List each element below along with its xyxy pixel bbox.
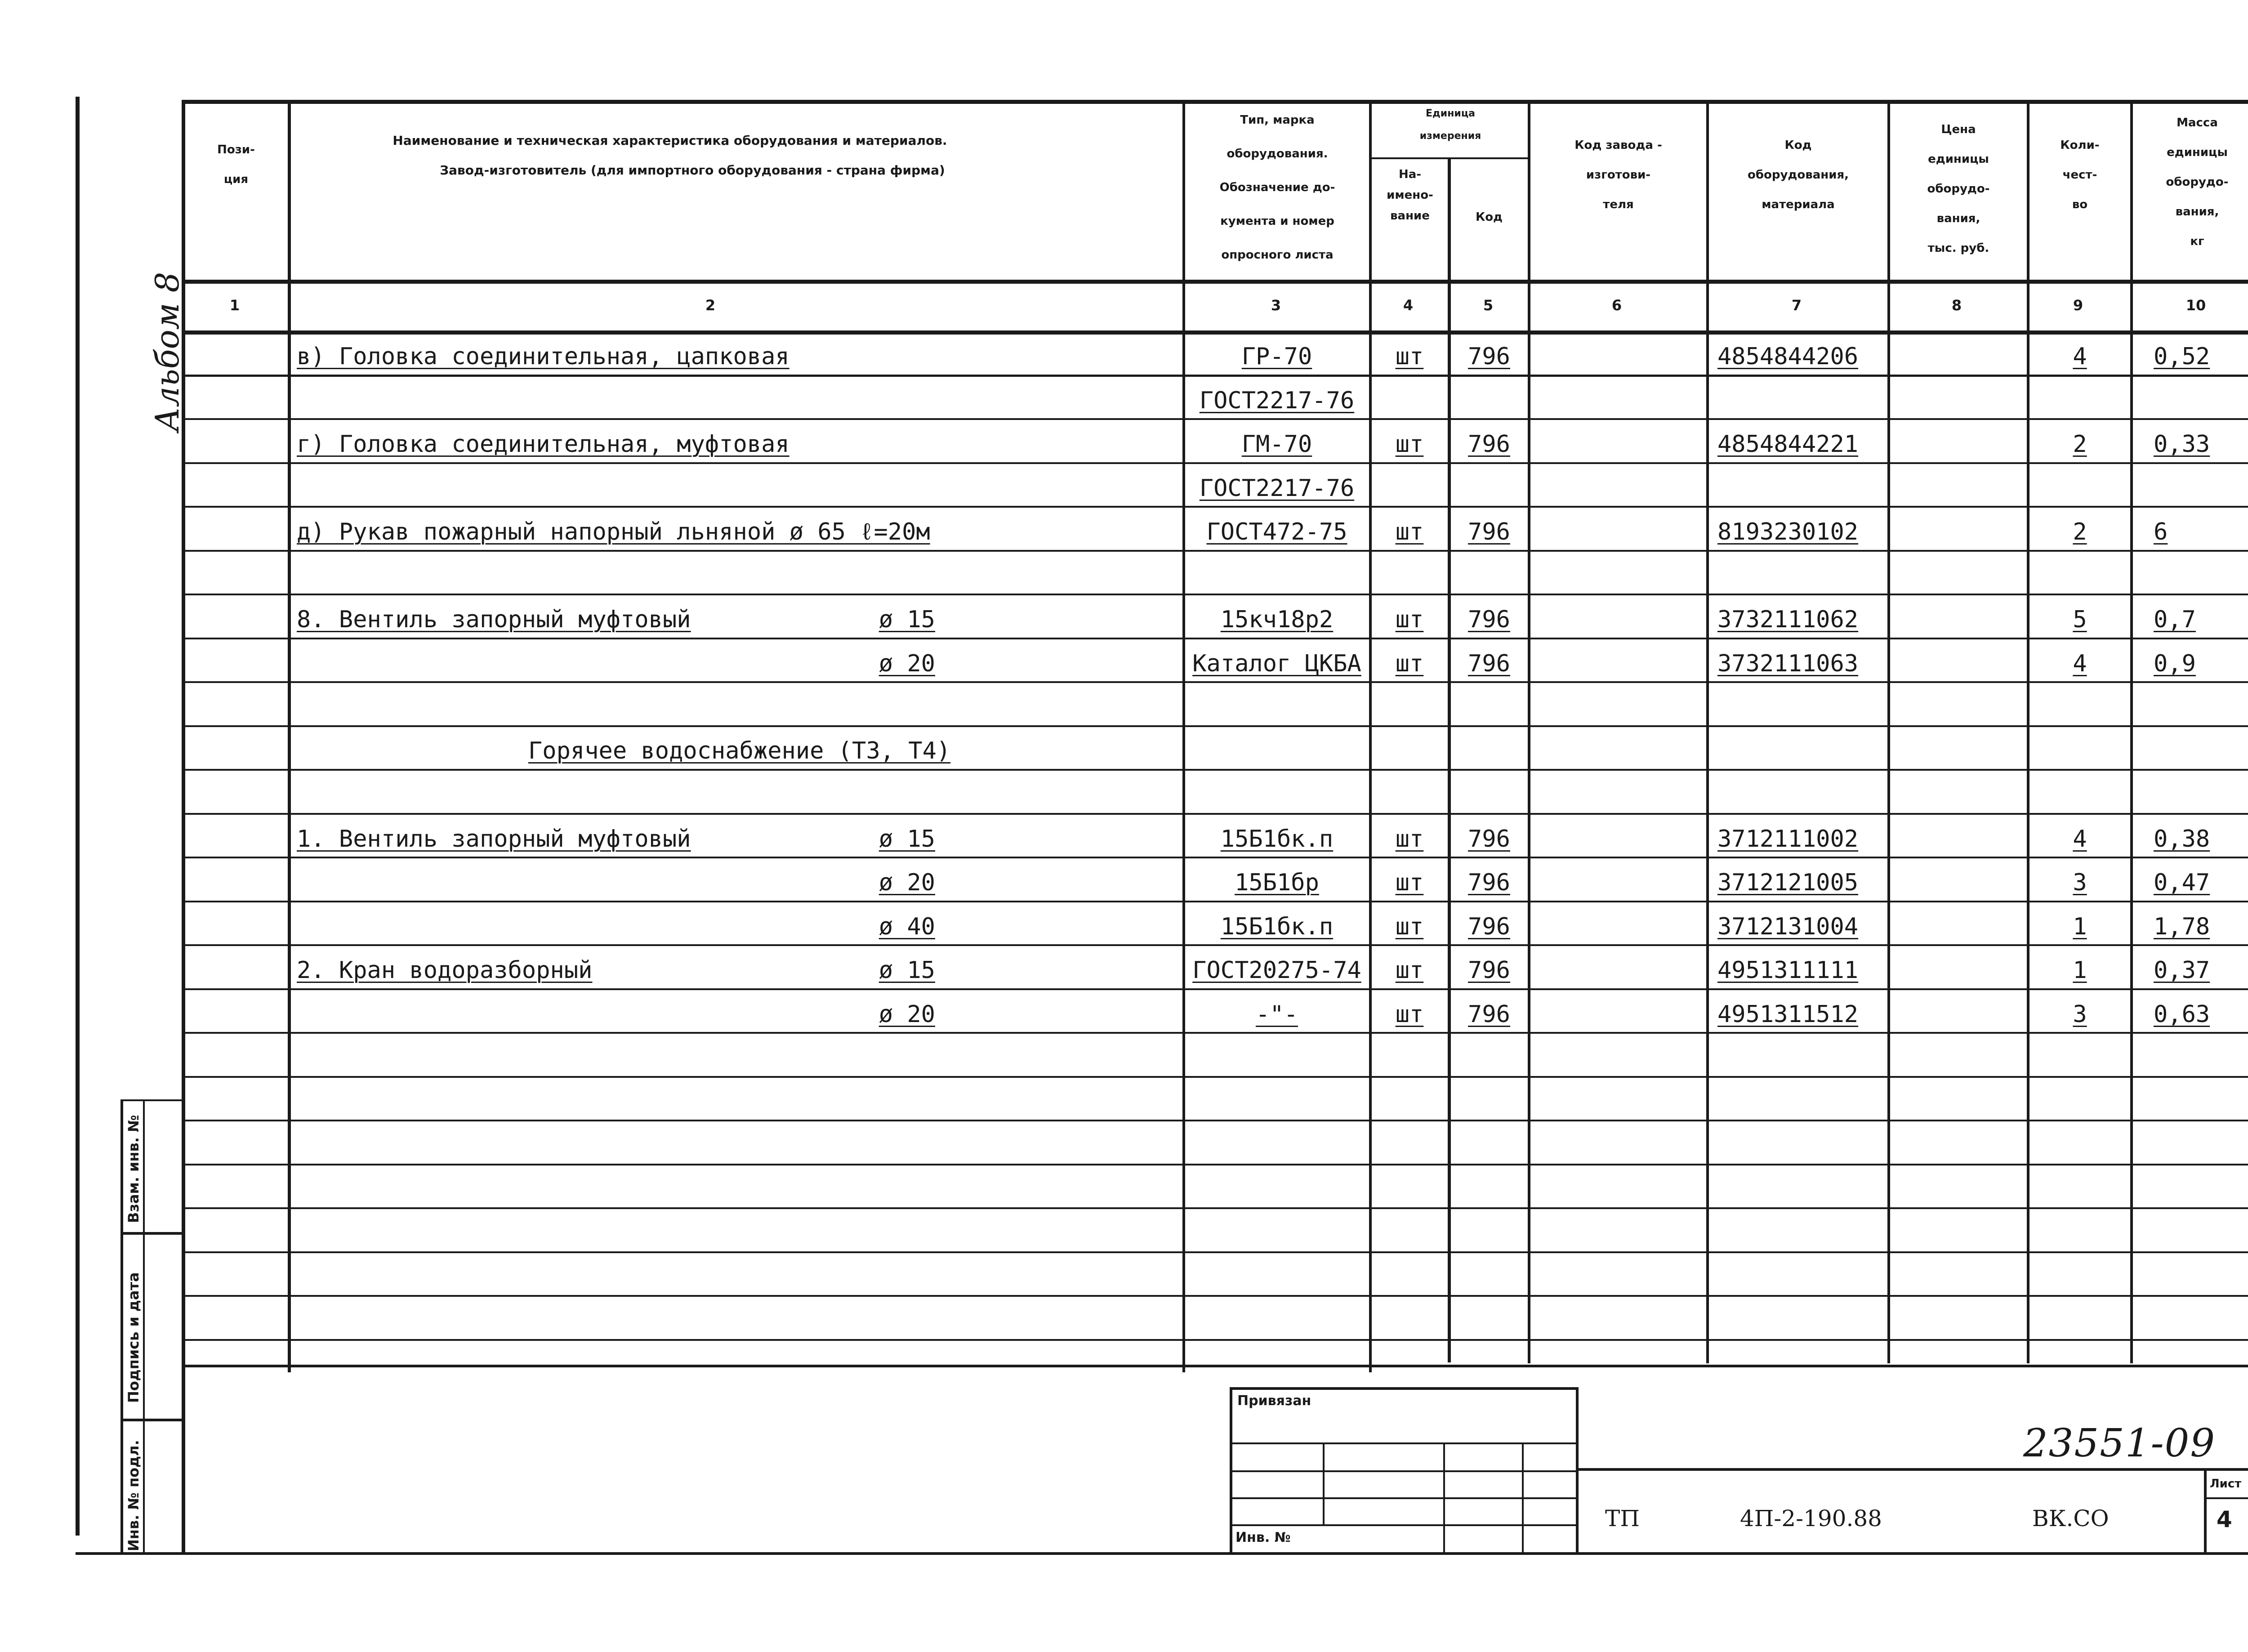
cell-code: 796 — [1468, 518, 1510, 545]
cell-code: 796 — [1468, 913, 1510, 940]
privyazan-row-2 — [1230, 1470, 1578, 1472]
cell-qty: 2 — [2073, 431, 2087, 458]
cell-name: в) Головка соединительная, цапковая — [297, 343, 789, 370]
privyazan-row-4 — [1230, 1524, 1578, 1526]
header-bottom-line — [182, 280, 2248, 284]
cell-mat: 4854844221 — [1717, 431, 1859, 458]
cell-unit: шт — [1395, 431, 1424, 458]
cell-mat: 3732111063 — [1717, 650, 1859, 677]
cell-type: ГОСТ2217-76 — [1199, 387, 1355, 414]
cell-mat: 3732111062 — [1717, 606, 1859, 633]
cell-code: 796 — [1468, 869, 1510, 896]
privyazan-row-1 — [1230, 1442, 1578, 1444]
cell-mat: 4951311111 — [1717, 957, 1859, 984]
cell-qty: 4 — [2073, 650, 2087, 677]
row-line — [182, 1120, 2248, 1121]
cell-size: ø 20 — [879, 1001, 935, 1028]
col-number: 9 — [2073, 297, 2083, 314]
row-line — [182, 638, 2248, 639]
header-position: Пози- ция — [217, 143, 255, 186]
cell-code: 796 — [1468, 431, 1510, 458]
row-line — [182, 1164, 2248, 1165]
row-line — [182, 1207, 2248, 1209]
cell-mass: 0,63 — [2154, 1001, 2210, 1028]
row-line — [182, 1032, 2248, 1034]
frame-left-edge — [76, 97, 80, 1536]
col-line-8 — [2027, 100, 2029, 1363]
cell-type: ГОСТ20275-74 — [1192, 957, 1361, 984]
left-stamp-sep-1 — [120, 1232, 183, 1235]
privyazan-col-3 — [1522, 1442, 1524, 1553]
tp-label: ТП — [1605, 1505, 1640, 1531]
header-factory-code: Код завода - изготови- теля — [1574, 138, 1662, 211]
cell-type: ГОСТ472-75 — [1206, 518, 1347, 545]
cell-mat: 3712111002 — [1717, 826, 1859, 853]
cell-code: 796 — [1468, 826, 1510, 853]
row-line — [182, 988, 2248, 990]
cell-type: 15Б1бк.п — [1220, 826, 1334, 853]
row-line — [182, 1295, 2248, 1297]
cell-code: 796 — [1468, 957, 1510, 984]
cell-unit: шт — [1395, 1001, 1424, 1028]
left-stamp-line-a — [120, 1099, 123, 1554]
header-unit-name: На- имено- вание — [1387, 168, 1433, 223]
cell-mass: 0,37 — [2154, 957, 2210, 984]
col-line-4 — [1448, 157, 1451, 1362]
cell-mass: 1,78 — [2154, 913, 2210, 940]
privyazan-row-3 — [1230, 1497, 1578, 1499]
cell-type: 15Б1бк.п — [1220, 913, 1334, 940]
row-line — [182, 1339, 2248, 1341]
row-line — [182, 462, 2248, 464]
row-line — [182, 901, 2248, 902]
cell-mat: 4951311512 — [1717, 1001, 1859, 1028]
cell-size: ø 20 — [879, 650, 935, 677]
title-sheet-sep — [2204, 1497, 2248, 1499]
cell-unit: шт — [1395, 957, 1424, 984]
header-unit: Единица измерения — [1419, 108, 1481, 142]
cell-mat: 3712131004 — [1717, 913, 1859, 940]
cell-mass: 0,47 — [2154, 869, 2210, 896]
signature-date-label: Подпись и дата — [125, 1272, 142, 1403]
col-line-1 — [288, 100, 291, 1372]
cell-mass: 0,7 — [2154, 606, 2196, 633]
cell-mass: 0,52 — [2154, 343, 2210, 370]
cell-qty: 3 — [2073, 1001, 2087, 1028]
privyazan-col-1 — [1323, 1442, 1325, 1524]
cell-qty: 2 — [2073, 518, 2087, 545]
cell-size: ø 20 — [879, 869, 935, 896]
number-row-bottom-line — [182, 330, 2248, 335]
header-price: Цена единицы оборудо- вания, тыс. руб. — [1927, 123, 1990, 255]
cell-unit: шт — [1395, 826, 1424, 853]
col-number: 5 — [1483, 297, 1494, 314]
cell-qty: 4 — [2073, 343, 2087, 370]
title-sheet-col — [2204, 1468, 2207, 1554]
col-number: 4 — [1403, 297, 1414, 314]
left-stamp-line-b — [143, 1099, 145, 1554]
sheet-label: Лист — [2210, 1477, 2242, 1491]
cell-mass: 0,38 — [2154, 826, 2210, 853]
album-label: Альбом 8 — [148, 272, 186, 432]
row-line — [182, 418, 2248, 420]
col-line-7 — [1887, 100, 1890, 1363]
header-material-code: Код оборудования, материала — [1747, 138, 1849, 211]
col-number: 8 — [1951, 297, 1962, 314]
header-unit-code: Код — [1475, 210, 1503, 224]
row-line — [182, 506, 2248, 508]
col-number: 2 — [705, 297, 716, 314]
row-line — [182, 944, 2248, 946]
cell-size: ø 15 — [879, 957, 935, 984]
col-line-9 — [2130, 100, 2133, 1363]
cell-name: 8. Вентиль запорный муфтовый — [297, 606, 691, 633]
title-main-top — [1576, 1468, 2248, 1471]
cell-qty: 4 — [2073, 826, 2087, 853]
privyazan-top — [1230, 1387, 1578, 1390]
cell-type: 15кч18р2 — [1220, 606, 1334, 633]
cell-mass: 0,33 — [2154, 431, 2210, 458]
col-line-3 — [1369, 100, 1372, 1372]
cell-mass: 0,9 — [2154, 650, 2196, 677]
col-number: 10 — [2186, 297, 2206, 314]
cell-mat: 8193230102 — [1717, 518, 1859, 545]
cell-type: ГР-70 — [1241, 343, 1312, 370]
cell-mat: 4854844206 — [1717, 343, 1859, 370]
header-type: Тип, марка оборудования. Обозначение до- кумента и номер опросного листа — [1219, 113, 1335, 262]
row-line — [182, 813, 2248, 815]
replace-inv-label: Взам. инв. № — [125, 1115, 142, 1223]
col-number: 7 — [1791, 297, 1802, 314]
inv-no-label: Инв. № — [1236, 1530, 1291, 1545]
sheet-number: 4 — [2217, 1506, 2232, 1532]
cell-code: 796 — [1468, 1001, 1510, 1028]
document-number: 23551-09 — [2023, 1421, 2216, 1466]
col-line-2 — [1182, 100, 1185, 1372]
row-line — [182, 375, 2248, 377]
cell-name: 1. Вентиль запорный муфтовый — [297, 826, 691, 853]
cell-type: ГМ-70 — [1241, 431, 1312, 458]
cell-qty: 1 — [2073, 913, 2087, 940]
header-mass: Масса единицы оборудо- вания, кг — [2166, 116, 2229, 248]
cell-type: 15Б1бр — [1235, 869, 1319, 896]
cell-qty: 3 — [2073, 869, 2087, 896]
row-line — [182, 681, 2248, 683]
cell-unit: шт — [1395, 650, 1424, 677]
row-line — [182, 725, 2248, 727]
cell-name: 2. Кран водоразборный — [297, 957, 593, 984]
cell-name: г) Головка соединительная, муфтовая — [297, 431, 789, 458]
cell-unit: шт — [1395, 518, 1424, 545]
cell-mat: 3712121005 — [1717, 869, 1859, 896]
cell-type: Каталог ЦКБА — [1192, 650, 1361, 677]
header-quantity: Коли- чест- во — [2060, 138, 2100, 211]
row-line — [182, 594, 2248, 595]
original-inv-label: Инв. № подл. — [125, 1440, 142, 1551]
col-number: 3 — [1271, 297, 1281, 314]
cell-type: ГОСТ2217-76 — [1199, 475, 1355, 502]
cell-unit: шт — [1395, 606, 1424, 633]
cell-mass: 6 — [2154, 518, 2168, 545]
frame-bottom-line — [76, 1552, 2248, 1555]
left-stamp-top — [120, 1099, 183, 1101]
cell-unit: шт — [1395, 913, 1424, 940]
cell-name: д) Рукав пожарный напорный льняной ø 65 ℓ=20м — [297, 518, 930, 545]
row-line — [182, 769, 2248, 771]
col-line-6 — [1706, 100, 1709, 1363]
cell-unit: шт — [1395, 343, 1424, 370]
cell-qty: 1 — [2073, 957, 2087, 984]
project-code: 4П-2-190.88 — [1740, 1505, 1882, 1531]
title-block-top — [182, 1365, 2248, 1367]
privyazan-label: Привязан — [1237, 1393, 1311, 1409]
row-line — [182, 1076, 2248, 1078]
cell-size: ø 15 — [879, 606, 935, 633]
privyazan-col-2 — [1443, 1442, 1445, 1553]
cell-code: 796 — [1468, 650, 1510, 677]
col-number: 1 — [229, 297, 240, 314]
cell-size: ø 15 — [879, 826, 935, 853]
col-line-5 — [1528, 100, 1530, 1363]
col-number: 6 — [1611, 297, 1622, 314]
row-line — [182, 857, 2248, 858]
cell-size: ø 40 — [879, 913, 935, 940]
row-line — [182, 1251, 2248, 1253]
cell-unit: шт — [1395, 869, 1424, 896]
cell-code: 796 — [1468, 343, 1510, 370]
cell-type: -"- — [1256, 1001, 1298, 1028]
section-title: Горячее водоснабжение (Т3, Т4) — [528, 737, 951, 764]
drawing-mark: ВК.СО — [2032, 1505, 2109, 1531]
cell-code: 796 — [1468, 606, 1510, 633]
header-name: Наименование и техническая характеристика оборудования и материалов. Завод-изготовитель (для импортного оборудования - страна фирма) — [393, 133, 947, 178]
cell-qty: 5 — [2073, 606, 2087, 633]
row-line — [182, 550, 2248, 552]
left-stamp-sep-2 — [120, 1419, 183, 1421]
